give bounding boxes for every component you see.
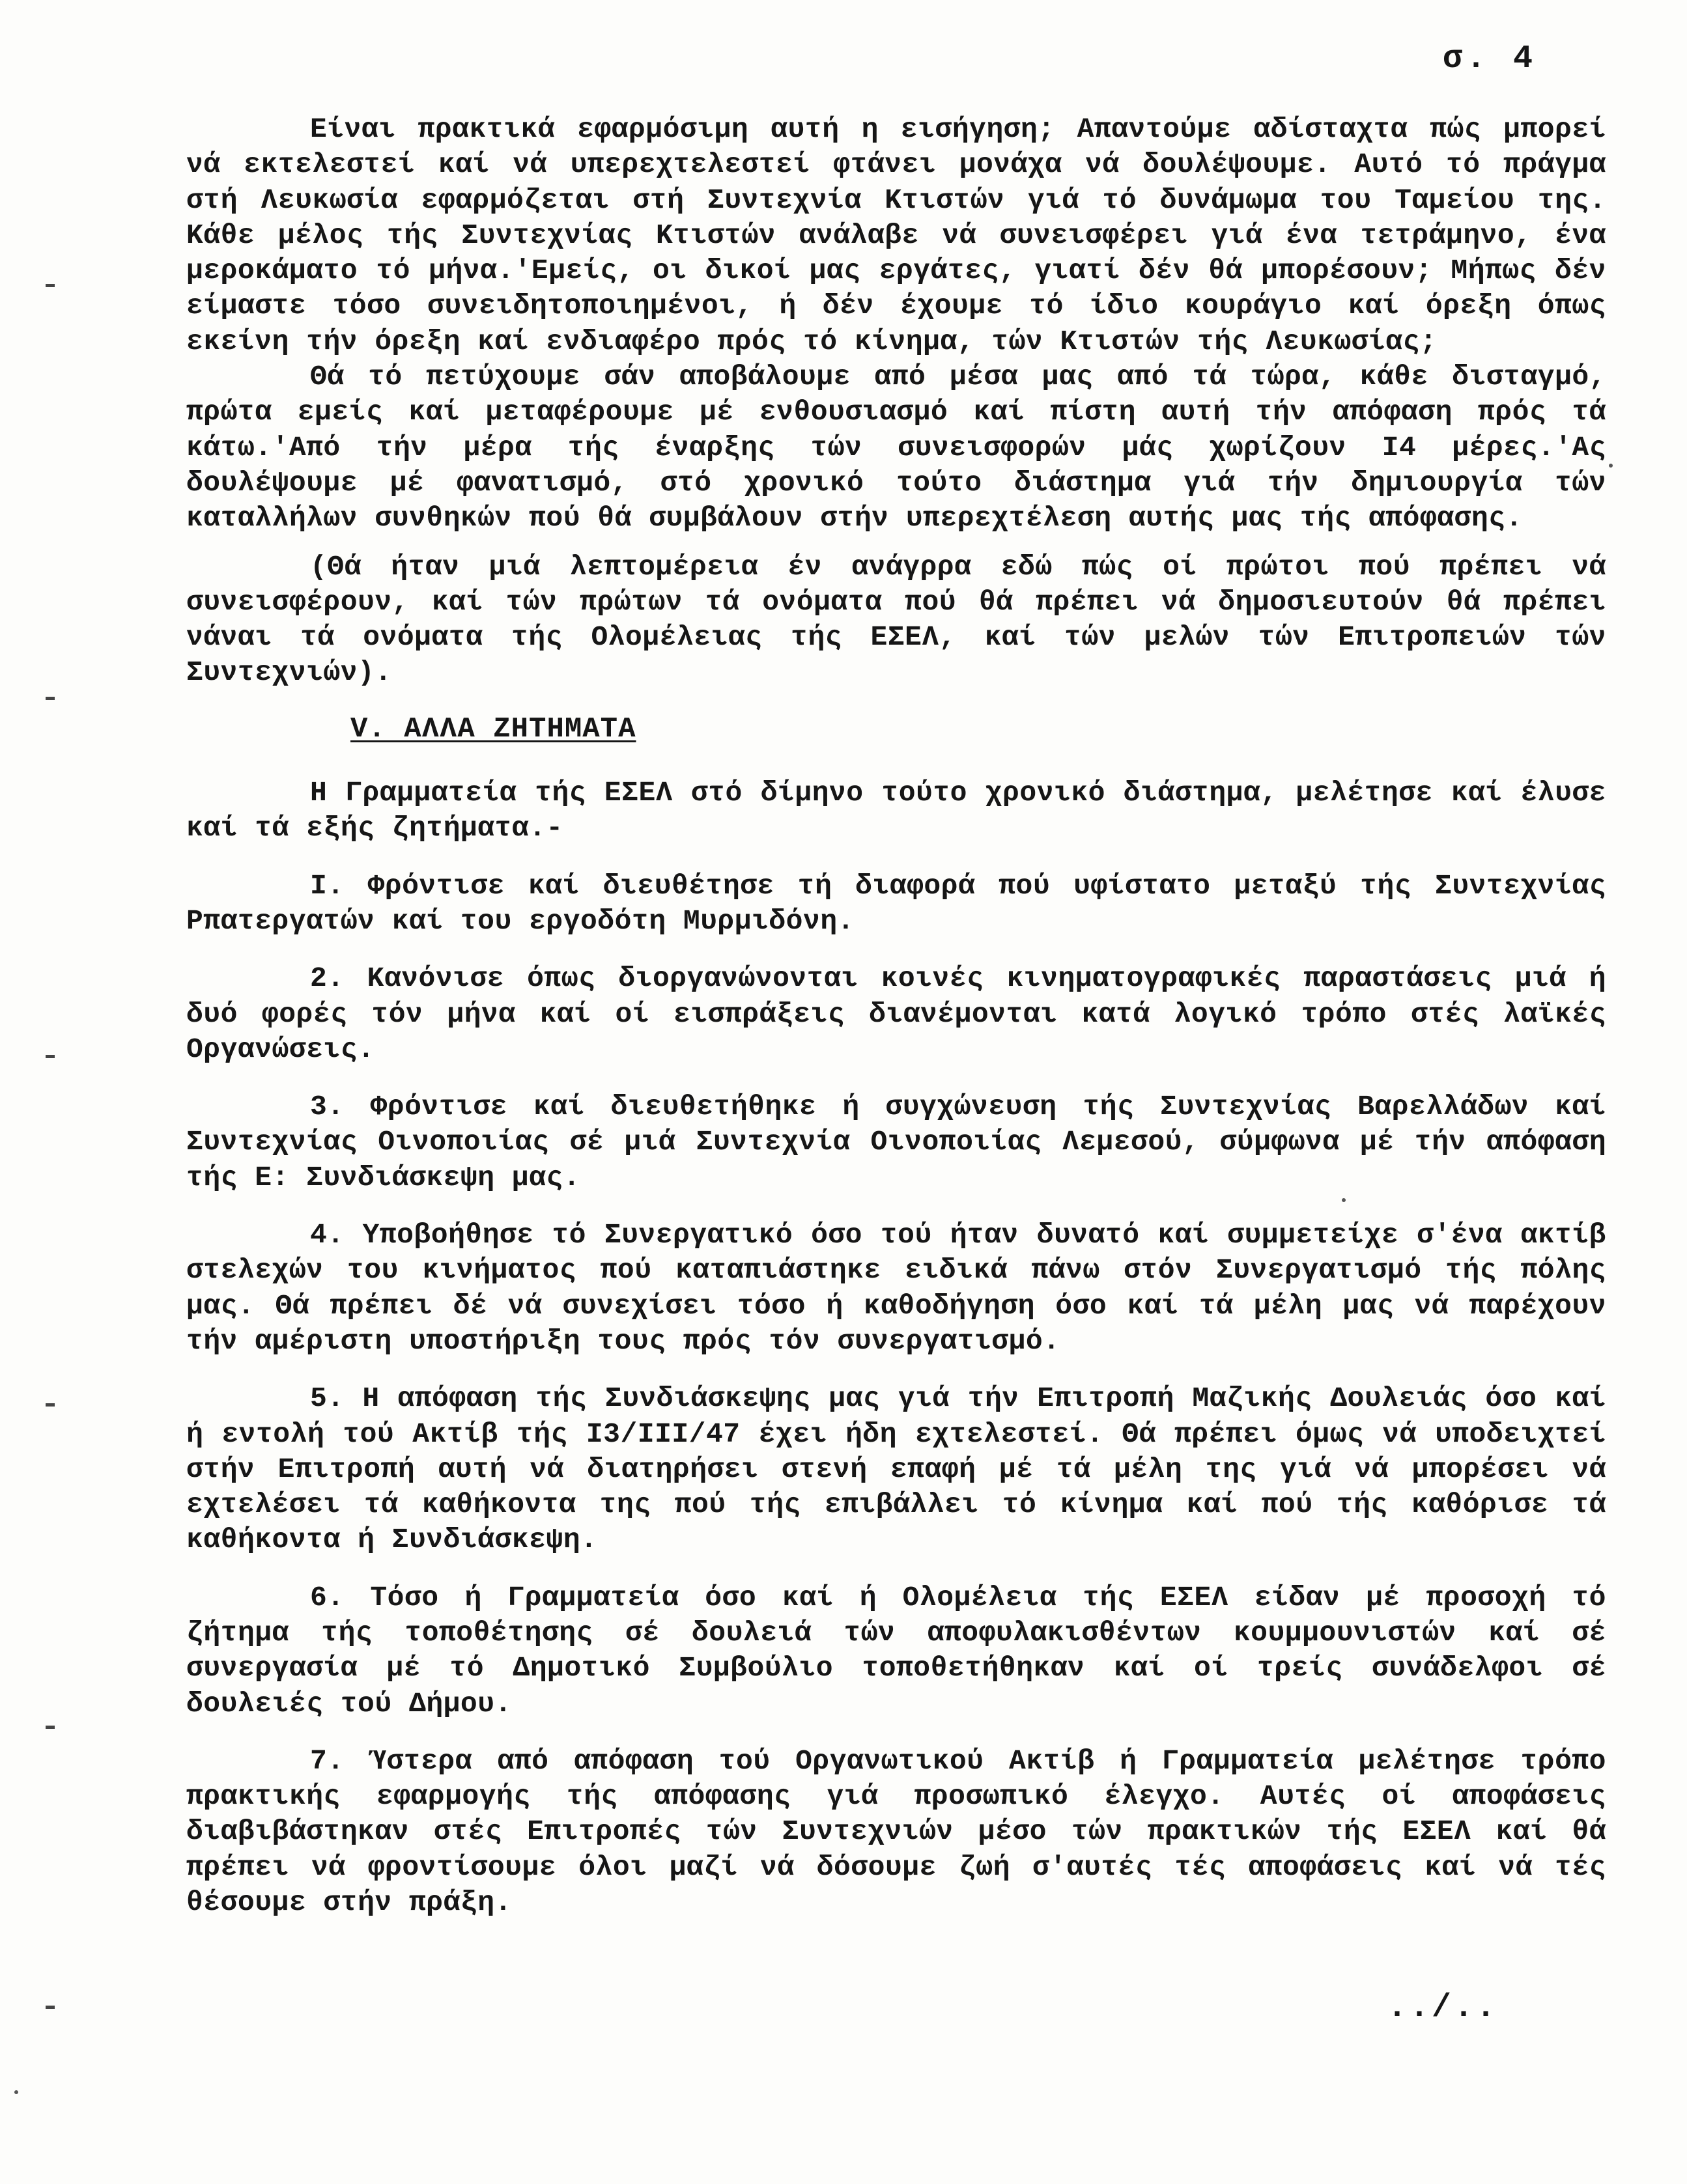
section-heading: V. ΑΛΛΑ ΖΗΤΗΜΑΤΑ: [350, 712, 636, 746]
list-item: 5. Η απόφαση τής Συνδιάσκεψης μας γιά τήν Επιτροπή Μαζικής Δουλειάς όσο καί ή εντολή τού Ακτίβ τής Ι3/ΙΙΙ/47 έχει ήδη εχτελεστεί. Θά πρέπει όμως νά υποδειχτεί στήν Επιτροπή αυτή νά διατηρήσει στενή επαφή μέ τά μέλη της γιά νά μπορέσει νά εχτελέσει τά καθήκοντα της πού τής επιβάλλει τό κίνημα καί πού τής καθόρισε τά καθήκοντα ή Συνδιάσκεψη.: [186, 1382, 1606, 1556]
margin-mark: [46, 697, 55, 700]
list-item: 2. Κανόνισε όπως διοργανώνονται κοινές κινηματογραφικές παραστάσεις μιά ή δυό φορές τόν μήνα καί οί εισπράξεις διανέμονται κατά λογικό τρόπο στές λαϊκές Οργανώσεις.: [186, 962, 1606, 1065]
list-item: 6. Τόσο ή Γραμματεία όσο καί ή Ολομέλεια τής ΕΣΕΛ είδαν μέ προσοχή τό ζήτημα τής τοποθέτησης σέ δουλειά τών αποφυλακισθέντων κουμμουνιστών καί σέ συνεργασία μέ τό Δημοτικό Συμβούλιο τοποθετήθηκαν καί οί τρείς συνάδελφοι σέ δουλειές τού Δήμου.: [186, 1581, 1606, 1720]
list-item: Ι. Φρόντισε καί διευθέτησε τή διαφορά πού υφίστατο μεταξύ τής Συντεχνίας Ρπατεργατών καί του εργοδότη Μυρμιδόνη.: [186, 869, 1606, 937]
margin-mark: [46, 1726, 55, 1729]
margin-mark: [46, 284, 55, 287]
scan-speck: [1609, 464, 1613, 468]
document-body: [186, 112, 1606, 1920]
list-item: 4. Υποβοήθησε τό Συνεργατικό όσο τού ήταν δυνατό καί συμμετείχε σ'ένα ακτίβ στελεχών του κινήματος πού καταπιάστηκε ειδικά πάνω στόν Συνεργατισμό τής πόλης μας. Θά πρέπει δέ νά συνεχίσει τόσο ή καθοδήγηση όσο καί τά μέλη μας νά παρέχουν τήν αμέριστη υποστήριξη τους πρός τόν συνεργατισμό.: [186, 1219, 1606, 1357]
margin-mark: [46, 1055, 55, 1058]
scan-speck: [14, 2090, 18, 2094]
margin-mark: [46, 1403, 55, 1407]
section-intro: Η Γραμματεία τής ΕΣΕΛ στό δίμηνο τούτο χρονικό διάστημα, μελέτησε καί έλυσε καί τά εξής ζητήματα.-: [186, 777, 1606, 845]
list-item: 3. Φρόντισε καί διευθετήθηκε ή συγχώνευση τής Συντεχνίας Βαρελλάδων καί Συντεχνίας Οινοποιίας σέ μιά Συντεχνία Οινοποιίας Λεμεσού, σύμφωνα μέ τήν απόφαση τής Ε: Συνδιάσκεψη μας.: [186, 1091, 1606, 1194]
paragraph-note: (Θά ήταν μιά λεπτομέρεια έν ανάγρρα εδώ πώς οί πρώτοι πού πρέπει νά συνεισφέρουν, καί τών πρώτων τά ονόματα πού θά πρέπει νά δημοσιευτούν θά πρέπει νάναι τά ονόματα τής Ολομέλειας τής ΕΣΕΛ, καί τών μελών τών Επιτροπειών τών Συντεχνιών).: [186, 550, 1606, 689]
continuation-marker: ../..: [1387, 1989, 1499, 2026]
paragraph-implementation: Είναι πρακτικά εφαρμόσιμη αυτή η εισήγηση; Απαντούμε αδίσταχτα πώς μπορεί νά εκτελεστεί καί νά υπερεχτελεστεί φτάνει μονάχα νά δουλέψουμε. Αυτό τό πράγμα στή Λευκωσία εφαρμόζεται στή Συντεχνία Κτιστών γιά τό δυνάμωμα του Ταμείου της. Κάθε μέλος τής Συντεχνίας Κτιστών ανάλαβε νά συνεισφέρει γιά ένα τετράμηνο, ένα μεροκάματο τό μήνα.'Εμείς, οι δικοί μας εργάτες, γιατί δέν θά μπορέσουν; Μήπως δέν είμαστε τόσο συνειδητοποιημένοι, ή δέν έχουμε τό ίδιο κουράγιο καί όρεξη όπως εκείνη τήν όρεξη καί ενδιαφέρο πρός τό κίνημα, τών Κτιστών τής Λευκωσίας;: [186, 113, 1606, 357]
list-item: 7. Ύστερα από απόφαση τού Οργανωτικού Ακτίβ ή Γραμματεία μελέτησε τρόπο πρακτικής εφαρμογής τής απόφασης γιά προσωπικό έλεγχο. Αυτές οί αποφάσεις διαβιβάστηκαν στές Επιτροπές τών Συντεχνιών μέσο τών πρακτικών τής ΕΣΕΛ καί θά πρέπει νά φροντίσουμε όλοι μαζί νά δόσουμε ζωή σ'αυτές τές αποφάσεις καί νά τές θέσουμε στήν πράξη.: [186, 1744, 1606, 1919]
paragraph-commitment: Θά τό πετύχουμε σάν αποβάλουμε από μέσα μας από τά τώρα, κάθε δισταγμό, πρώτα εμείς καί μεταφέρουμε μέ ενθουσιασμό καί πίστη αυτή τήν απόφαση πρός τά κάτω.'Από τήν μέρα τής έναρξης τών συνεισφορών μάς χωρίζουν Ι4 μέρες.'Ας δουλέψουμε μέ φανατισμό, στό χρονικό τούτο διάστημα γιά τήν δημιουργία τών καταλλήλων συνθηκών πού θά συμβάλουν στήν υπερεχτέλεση αυτής μας τής απόφασης.: [186, 361, 1606, 535]
margin-mark: [46, 2006, 55, 2009]
page-number: σ. 4: [1443, 40, 1537, 77]
